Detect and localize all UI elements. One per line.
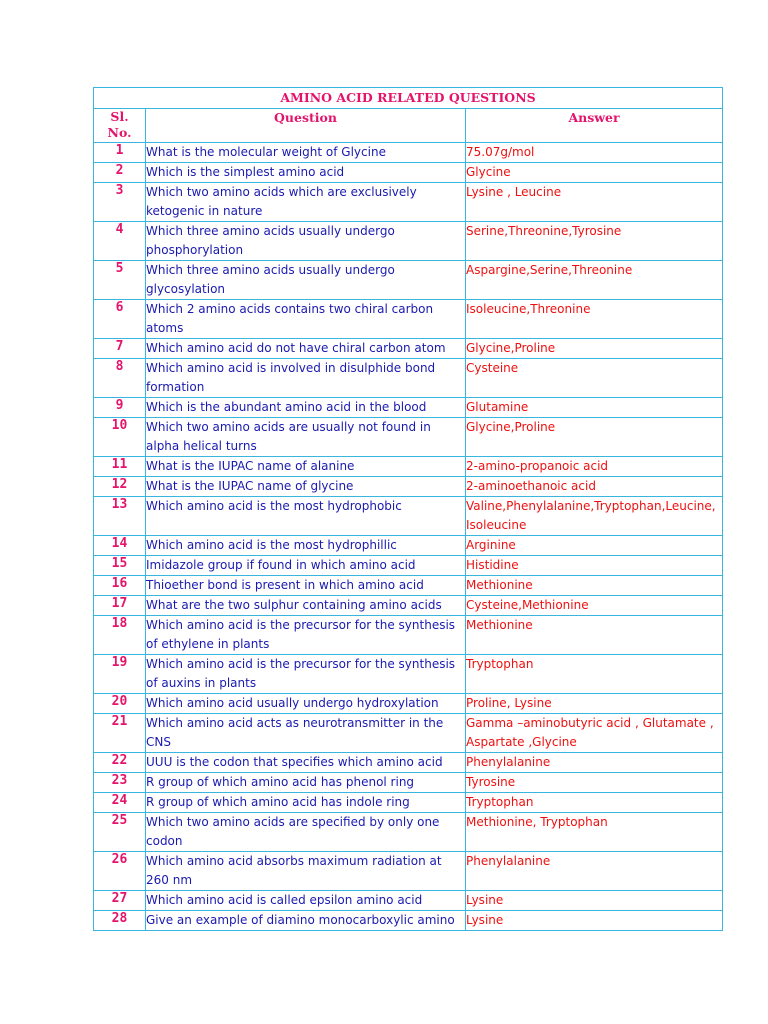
table-row (94, 556, 723, 576)
answer-cell: Gamma –aminobutyric acid , Glutamate , Aspartate ,Glycine (466, 714, 723, 753)
question-cell: What is the molecular weight of Glycine (146, 143, 466, 163)
answer-cell: Phenylalanine (466, 852, 723, 891)
question-cell: Which two amino acids which are exclusively ketogenic in nature (146, 183, 466, 222)
question-cell: R group of which amino acid has indole ring (146, 793, 466, 813)
row-number: 6 (94, 300, 146, 339)
question-cell: Give an example of diamino monocarboxylic amino (146, 911, 466, 931)
answer-cell: Glycine,Proline (466, 339, 723, 359)
row-number: 7 (94, 339, 146, 359)
table-row (94, 596, 723, 616)
table-row (94, 261, 723, 300)
table-row (94, 497, 723, 536)
row-number: 10 (94, 418, 146, 457)
answer-cell: 2-aminoethanoic acid (466, 477, 723, 497)
row-number: 19 (94, 655, 146, 694)
question-cell: Which amino acid is the most hydrophillic (146, 536, 466, 556)
row-number: 28 (94, 911, 146, 931)
column-header-answer: Answer (466, 109, 723, 143)
table-row (94, 477, 723, 497)
question-cell: Which three amino acids usually undergo glycosylation (146, 261, 466, 300)
row-number: 22 (94, 753, 146, 773)
answer-cell: Arginine (466, 536, 723, 556)
answer-cell: Isoleucine,Threonine (466, 300, 723, 339)
answer-cell: Methionine (466, 576, 723, 596)
table-row (94, 339, 723, 359)
table-title: AMINO ACID RELATED QUESTIONS (94, 88, 723, 109)
answer-cell: Cysteine (466, 359, 723, 398)
row-number: 20 (94, 694, 146, 714)
table-row (94, 753, 723, 773)
row-number: 17 (94, 596, 146, 616)
answer-cell: Methionine (466, 616, 723, 655)
answer-cell: Lysine (466, 891, 723, 911)
row-number: 4 (94, 222, 146, 261)
question-cell: What is the IUPAC name of glycine (146, 477, 466, 497)
answer-cell: Lysine , Leucine (466, 183, 723, 222)
answer-cell: 2-amino-propanoic acid (466, 457, 723, 477)
header-sl-label: Sl. (110, 109, 129, 124)
answer-cell: Proline, Lysine (466, 694, 723, 714)
question-cell: Which two amino acids are usually not found in alpha helical turns (146, 418, 466, 457)
answer-cell: Glycine,Proline (466, 418, 723, 457)
table-row (94, 714, 723, 753)
row-number: 25 (94, 813, 146, 852)
table-row (94, 359, 723, 398)
amino-acid-questions-table (93, 87, 723, 931)
answer-cell: Phenylalanine (466, 753, 723, 773)
question-cell: Which amino acid is the most hydrophobic (146, 497, 466, 536)
row-number: 27 (94, 891, 146, 911)
table-row (94, 793, 723, 813)
answer-cell: 75.07g/mol (466, 143, 723, 163)
answer-cell: Methionine, Tryptophan (466, 813, 723, 852)
question-cell: Which amino acid do not have chiral carbon atom (146, 339, 466, 359)
answer-cell: Valine,Phenylalanine,Tryptophan,Leucine, Isoleucine (466, 497, 723, 536)
row-number: 24 (94, 793, 146, 813)
table-row (94, 813, 723, 852)
question-cell: Which is the abundant amino acid in the blood (146, 398, 466, 418)
question-cell: Which amino acid acts as neurotransmitter in the CNS (146, 714, 466, 753)
question-cell: Which amino acid is the precursor for the synthesis of ethylene in plants (146, 616, 466, 655)
row-number: 14 (94, 536, 146, 556)
table-row (94, 398, 723, 418)
question-cell: Which amino acid is the precursor for the synthesis of auxins in plants (146, 655, 466, 694)
table-row (94, 616, 723, 655)
table-row (94, 576, 723, 596)
table-row (94, 418, 723, 457)
table-row (94, 773, 723, 793)
table-row (94, 457, 723, 477)
row-number: 2 (94, 163, 146, 183)
row-number: 26 (94, 852, 146, 891)
row-number: 8 (94, 359, 146, 398)
row-number: 21 (94, 714, 146, 753)
row-number: 18 (94, 616, 146, 655)
answer-cell: Lysine (466, 911, 723, 931)
question-cell: What is the IUPAC name of alanine (146, 457, 466, 477)
header-no-label: No. (107, 125, 132, 140)
answer-cell: Glycine (466, 163, 723, 183)
question-cell: Which amino acid is called epsilon amino acid (146, 891, 466, 911)
row-number: 15 (94, 556, 146, 576)
row-number: 1 (94, 143, 146, 163)
table-row (94, 852, 723, 891)
question-cell: What are the two sulphur containing amino acids (146, 596, 466, 616)
answer-cell: Cysteine,Methionine (466, 596, 723, 616)
question-cell: R group of which amino acid has phenol ring (146, 773, 466, 793)
row-number: 11 (94, 457, 146, 477)
table-row (94, 163, 723, 183)
answer-cell: Aspargine,Serine,Threonine (466, 261, 723, 300)
question-cell: Which 2 amino acids contains two chiral carbon atoms (146, 300, 466, 339)
row-number: 5 (94, 261, 146, 300)
table-row (94, 911, 723, 931)
answer-cell: Tryptophan (466, 655, 723, 694)
table-row (94, 536, 723, 556)
row-number: 3 (94, 183, 146, 222)
table-row (94, 183, 723, 222)
answer-cell: Tryptophan (466, 793, 723, 813)
row-number: 12 (94, 477, 146, 497)
question-cell: Which amino acid is involved in disulphide bond formation (146, 359, 466, 398)
column-header-question: Question (146, 109, 466, 143)
table-row (94, 300, 723, 339)
question-cell: Imidazole group if found in which amino acid (146, 556, 466, 576)
column-header-serial-number (94, 109, 146, 143)
table-row (94, 694, 723, 714)
question-cell: Which amino acid absorbs maximum radiation at 260 nm (146, 852, 466, 891)
row-number: 9 (94, 398, 146, 418)
answer-cell: Serine,Threonine,Tyrosine (466, 222, 723, 261)
question-cell: UUU is the codon that specifies which amino acid (146, 753, 466, 773)
table-body (94, 143, 723, 931)
table-row (94, 222, 723, 261)
question-cell: Which three amino acids usually undergo phosphorylation (146, 222, 466, 261)
row-number: 13 (94, 497, 146, 536)
answer-cell: Tyrosine (466, 773, 723, 793)
answer-cell: Histidine (466, 556, 723, 576)
question-cell: Which amino acid usually undergo hydroxylation (146, 694, 466, 714)
table-row (94, 143, 723, 163)
row-number: 23 (94, 773, 146, 793)
table-row (94, 655, 723, 694)
question-cell: Which two amino acids are specified by only one codon (146, 813, 466, 852)
answer-cell: Glutamine (466, 398, 723, 418)
question-cell: Which is the simplest amino acid (146, 163, 466, 183)
row-number: 16 (94, 576, 146, 596)
question-cell: Thioether bond is present in which amino acid (146, 576, 466, 596)
table-row (94, 891, 723, 911)
